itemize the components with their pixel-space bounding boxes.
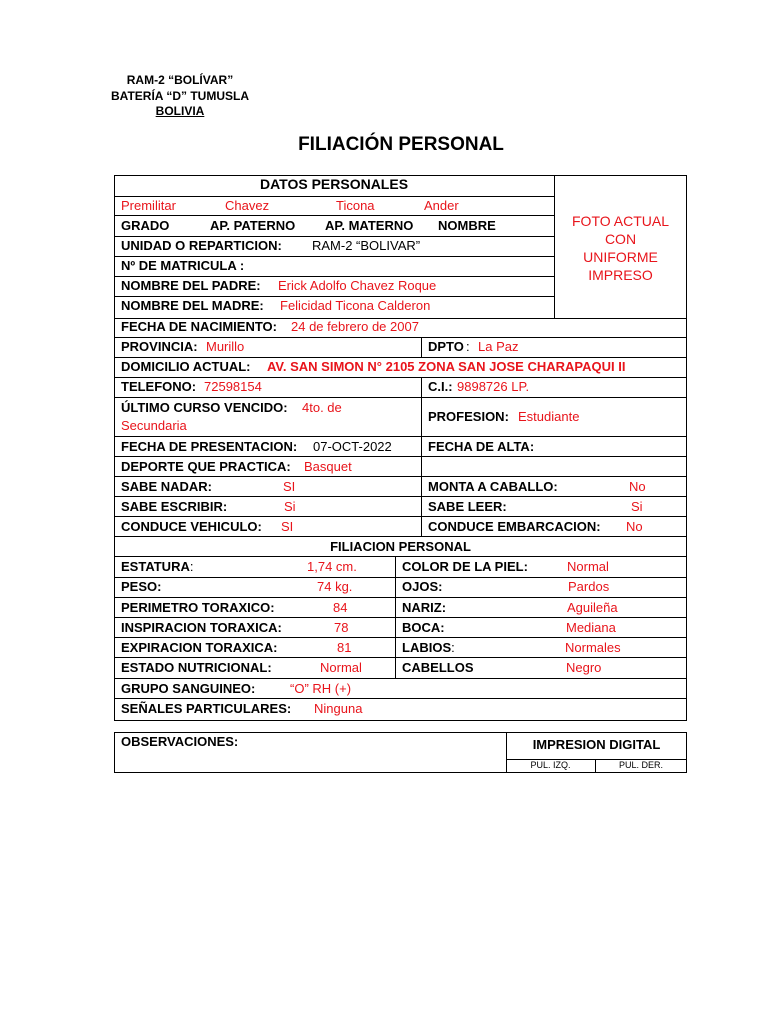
sanguineo-value[interactable]: “O” RH (+) <box>290 681 352 696</box>
ojos-label: OJOS: <box>402 579 443 594</box>
nariz-value[interactable]: Aguileña <box>567 600 618 615</box>
photo-line: CON <box>604 231 637 247</box>
escribir-value[interactable]: Si <box>284 499 296 514</box>
nutricional-value[interactable]: Normal <box>320 660 362 675</box>
labios-label-text: LABIOS <box>402 640 452 655</box>
presentacion-value[interactable]: 07-OCT-2022 <box>313 439 392 454</box>
peso-label: PESO: <box>121 579 162 594</box>
peso-value[interactable]: 74 kg. <box>317 579 353 594</box>
photo-line: IMPRESO <box>588 267 653 283</box>
escribir-label: SABE ESCRIBIR: <box>121 499 228 514</box>
impresion-digital-label: IMPRESION DIGITAL <box>532 737 661 752</box>
nacimiento-value[interactable]: 24 de febrero de 2007 <box>291 319 419 334</box>
nadar-label: SABE NADAR: <box>121 479 212 494</box>
senales-value[interactable]: Ninguna <box>314 701 363 716</box>
unidad-value[interactable]: RAM-2 “BOLIVAR” <box>312 238 421 253</box>
nacimiento-label: FECHA DE NACIMIENTO: <box>121 319 277 334</box>
photo-placeholder <box>556 212 685 284</box>
padre-value[interactable]: Erick Adolfo Chavez Roque <box>278 278 437 293</box>
unit-name: RAM-2 “BOLÍVAR” <box>126 73 234 87</box>
estatura-value[interactable]: 1,74 cm. <box>307 559 357 574</box>
estatura-label <box>121 558 193 575</box>
vehiculo-value[interactable]: SI <box>281 519 294 534</box>
pulgar-derecho-label: PUL. DER. <box>618 760 663 770</box>
filiacion-heading: FILIACION PERSONAL <box>330 539 471 554</box>
embarcacion-value[interactable]: No <box>626 519 643 534</box>
profesion-value[interactable]: Estudiante <box>518 409 580 424</box>
presentacion-label: FECHA DE PRESENTACION: <box>121 439 298 454</box>
domicilio-value[interactable]: AV. SAN SIMON N° 2105 ZONA SAN JOSE CHARAPAQUI II <box>267 359 626 374</box>
padre-label: NOMBRE DEL PADRE: <box>121 278 261 293</box>
photo-line: FOTO ACTUAL <box>572 213 669 229</box>
embarcacion-label: CONDUCE EMBARCACION: <box>428 519 601 534</box>
grado-label: GRADO <box>121 218 170 233</box>
dpto-colon: : <box>466 339 470 354</box>
materno-value[interactable]: Ticona <box>336 198 375 213</box>
vehiculo-label: CONDUCE VEHICULO: <box>121 519 262 534</box>
deporte-value[interactable]: Basquet <box>304 459 352 474</box>
ci-label: C.I.: <box>428 379 453 394</box>
ci-value[interactable]: 9898726 LP. <box>457 379 530 394</box>
inspiracion-value[interactable]: 78 <box>334 620 349 635</box>
leer-value[interactable]: Si <box>631 499 643 514</box>
curso-value-line2[interactable]: Secundaria <box>121 418 187 433</box>
telefono-label: TELEFONO: <box>121 379 197 394</box>
nariz-label: NARIZ: <box>402 600 447 615</box>
materno-label: AP. MATERNO <box>325 218 414 233</box>
cabellos-label: CABELLOS <box>402 660 474 675</box>
domicilio-label: DOMICILIO ACTUAL: <box>121 359 251 374</box>
labios-label <box>402 639 455 656</box>
unidad-label: UNIDAD O REPARTICION: <box>121 238 282 253</box>
provincia-label: PROVINCIA: <box>121 339 198 354</box>
paterno-value[interactable]: Chavez <box>225 198 270 213</box>
alta-label: FECHA DE ALTA: <box>428 439 535 454</box>
senales-label: SEÑALES PARTICULARES: <box>121 701 292 716</box>
madre-value[interactable]: Felicidad Ticona Calderon <box>280 298 431 313</box>
battery-name: BATERÍA “D” TUMUSLA <box>111 89 249 103</box>
page-title: FILIACIÓN PERSONAL <box>298 134 504 155</box>
telefono-value[interactable]: 72598154 <box>204 379 262 394</box>
madre-label: NOMBRE DEL MADRE: <box>121 298 264 313</box>
datos-personales-heading: DATOS PERSONALES <box>259 176 409 192</box>
sanguineo-label: GRUPO SANGUINEO: <box>121 681 256 696</box>
profesion-label: PROFESION: <box>428 409 509 424</box>
piel-label: COLOR DE LA PIEL: <box>402 559 528 574</box>
dpto-value[interactable]: La Paz <box>478 339 519 354</box>
perimetro-value[interactable]: 84 <box>333 600 348 615</box>
nadar-value[interactable]: SI <box>283 479 296 494</box>
labios-value[interactable]: Normales <box>565 640 621 655</box>
boca-value[interactable]: Mediana <box>566 620 616 635</box>
leer-label: SABE LEER: <box>428 499 507 514</box>
matricula-label: Nº DE MATRICULA : <box>121 258 245 273</box>
nombre-label: NOMBRE <box>438 218 496 233</box>
curso-label: ÚLTIMO CURSO VENCIDO: <box>121 400 288 415</box>
deporte-label: DEPORTE QUE PRACTICA: <box>121 459 291 474</box>
provincia-value[interactable]: Murillo <box>206 339 245 354</box>
paterno-label: AP. PATERNO <box>210 218 296 233</box>
perimetro-label: PERIMETRO TORAXICO: <box>121 600 275 615</box>
caballo-label: MONTA A CABALLO: <box>428 479 558 494</box>
piel-value[interactable]: Normal <box>567 559 609 574</box>
curso-value-line1[interactable]: 4to. de <box>302 400 342 415</box>
pulgar-izquierdo-label: PUL. IZQ. <box>530 760 571 770</box>
boca-label: BOCA: <box>402 620 445 635</box>
expiracion-label: EXPIRACION TORAXICA: <box>121 640 278 655</box>
ojos-value[interactable]: Pardos <box>568 579 610 594</box>
dpto-label: DPTO <box>428 339 464 354</box>
caballo-value[interactable]: No <box>629 479 646 494</box>
expiracion-value[interactable]: 81 <box>337 640 352 655</box>
labios-colon: : <box>451 640 455 655</box>
inspiracion-label: INSPIRACION TORAXICA: <box>121 620 282 635</box>
cabellos-value[interactable]: Negro <box>566 660 602 675</box>
country-name: BOLIVIA <box>155 104 205 118</box>
estatura-label-text: ESTATURA <box>121 559 190 574</box>
nombre-value[interactable]: Ander <box>424 198 459 213</box>
grado-value[interactable]: Premilitar <box>121 198 176 213</box>
observaciones-label: OBSERVACIONES: <box>121 734 239 749</box>
nutricional-label: ESTADO NUTRICIONAL: <box>121 660 272 675</box>
estatura-colon: : <box>189 559 194 574</box>
photo-line: UNIFORME <box>583 249 658 265</box>
